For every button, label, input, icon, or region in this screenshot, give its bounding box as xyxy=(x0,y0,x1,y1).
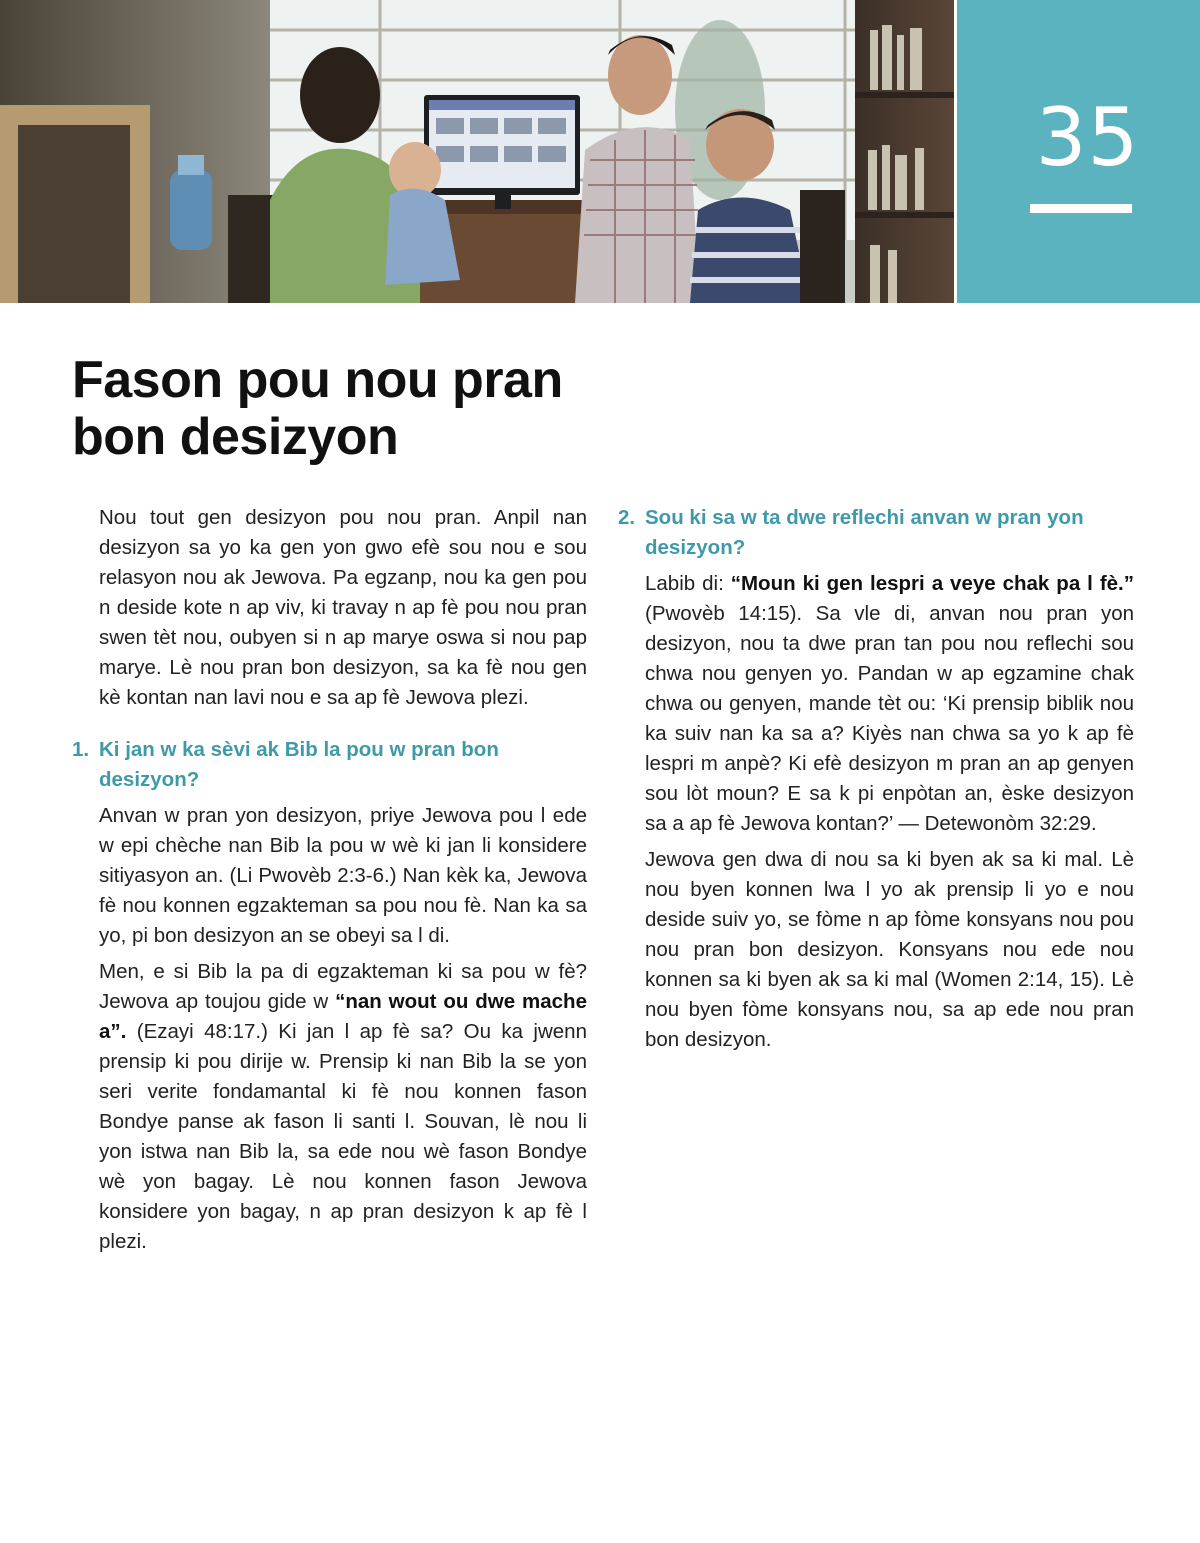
section-1-paragraph-1: Anvan w pran yon desizyon, priye Jewova pou l ede w epi chèche nan Bib la pou w wè ki jan li konsidere sitiyasyon an. (Li Pwovèb 2:3-6.) Nan kèk ka, Jewova fè nou konnen egzakteman sa pou nou fè. Nan ka sa yo, pi bon desizyon an se obeyi sa l di. xyxy=(99,804,587,947)
question-2-text: Sou ki sa w ta dwe reflechi anvan w pran yon desizyon? xyxy=(645,506,1084,559)
header-photo xyxy=(0,0,954,303)
lesson-number: 35 xyxy=(1035,91,1140,184)
section-2-paragraph-1-start: Labib di: xyxy=(645,572,731,595)
page-title xyxy=(72,352,632,466)
section-1-paragraph-2-end: (Ezayi 48:17.) Ki jan l ap fè sa? Ou ka jwenn prensip ki pou dirije w. Prensip ki nan Bib la se yon seri verite fondamantal ki fè nou konnen fason Bondye panse ak fason li santi l. Souvan, lè nou li yon istwa nan Bib la, sa ede nou wè fason Bondye wè yon bagay. Lè nou konnen fason Jewova konsidere yon bagay, n ap pran desizyon k ap fè l plezi. xyxy=(99,1020,587,1253)
page-title-line-2: bon desizyon xyxy=(72,408,399,466)
section-2-scripture-quote: “Moun ki gen lespri a veye chak pa l fè.” xyxy=(730,572,1134,595)
question-2-number: 2. xyxy=(618,506,636,529)
family-at-computer-illustration xyxy=(0,0,954,303)
lesson-number-underline xyxy=(1030,204,1132,213)
page-title-line-1: Fason pou nou pran xyxy=(72,351,563,409)
question-2-heading xyxy=(618,503,1134,563)
question-1-number: 1. xyxy=(72,738,90,761)
section-1-paragraph-2 xyxy=(72,957,587,1257)
left-column xyxy=(72,503,587,1263)
right-column xyxy=(618,503,1134,1061)
section-1-scripture-quote: “nan wout ou dwe mache a”. xyxy=(99,990,587,1043)
question-1-heading xyxy=(72,735,587,795)
section-2-paragraph-1 xyxy=(618,569,1134,839)
section-2-paragraph-1-end: (Pwovèb 14:15). Sa vle di, anvan nou pran yon desizyon, nou ta dwe pran tan pou nou reflechi sou chwa nou genyen yo. Pandan w ap egzamine chak chwa ou genyen, mande tèt ou: ‘Ki prensip biblik nou ka suiv nan ka sa a? Kiyès nan chwa sa yo k ap fè lespri m anpè? Ki efè desizyon m pran an ap genyen sou lòt moun? E sa k pi enpòtan an, èske desizyon sa a ap fè Jewova kontan?’ — Detewonòm 32:29. xyxy=(645,602,1134,835)
intro-paragraph: Nou tout gen desizyon pou nou pran. Anpil nan desizyon sa yo ka gen yon gwo efè sou nou e sou relasyon nou ak Jewova. Pa egzanp, nou ka gen pou n deside kote n ap viv, ki travay n ap fè pou nou pran swen tèt nou, oubyen si n ap marye oswa si nou pap marye. Lè nou pran bon desizyon, sa ka fè nou gen kè kontan nan lavi nou e sa ap fè Jewova plezi. xyxy=(99,506,587,709)
section-2-paragraph-2: Jewova gen dwa di nou sa ki byen ak sa ki mal. Lè nou byen konnen lwa l yo ak prensip li yo e nou deside suiv yo, se fòme n ap fòme konsyans nou pou nou pran bon desizyon. Konsyans nou ede nou konnen sa ki byen ak sa ki mal (Women 2:14, 15). Lè nou byen fòme konsyans nou, sa ap ede nou pran bon desizyon. xyxy=(645,848,1134,1051)
section-1-paragraph-2-start: Men, e si Bib la pa di egzakteman ki sa pou w fè? Jewova ap toujou gide w xyxy=(99,960,587,1013)
question-1-text: Ki jan w ka sèvi ak Bib la pou w pran bon desizyon? xyxy=(99,738,499,791)
lesson-number-tab xyxy=(957,0,1200,303)
